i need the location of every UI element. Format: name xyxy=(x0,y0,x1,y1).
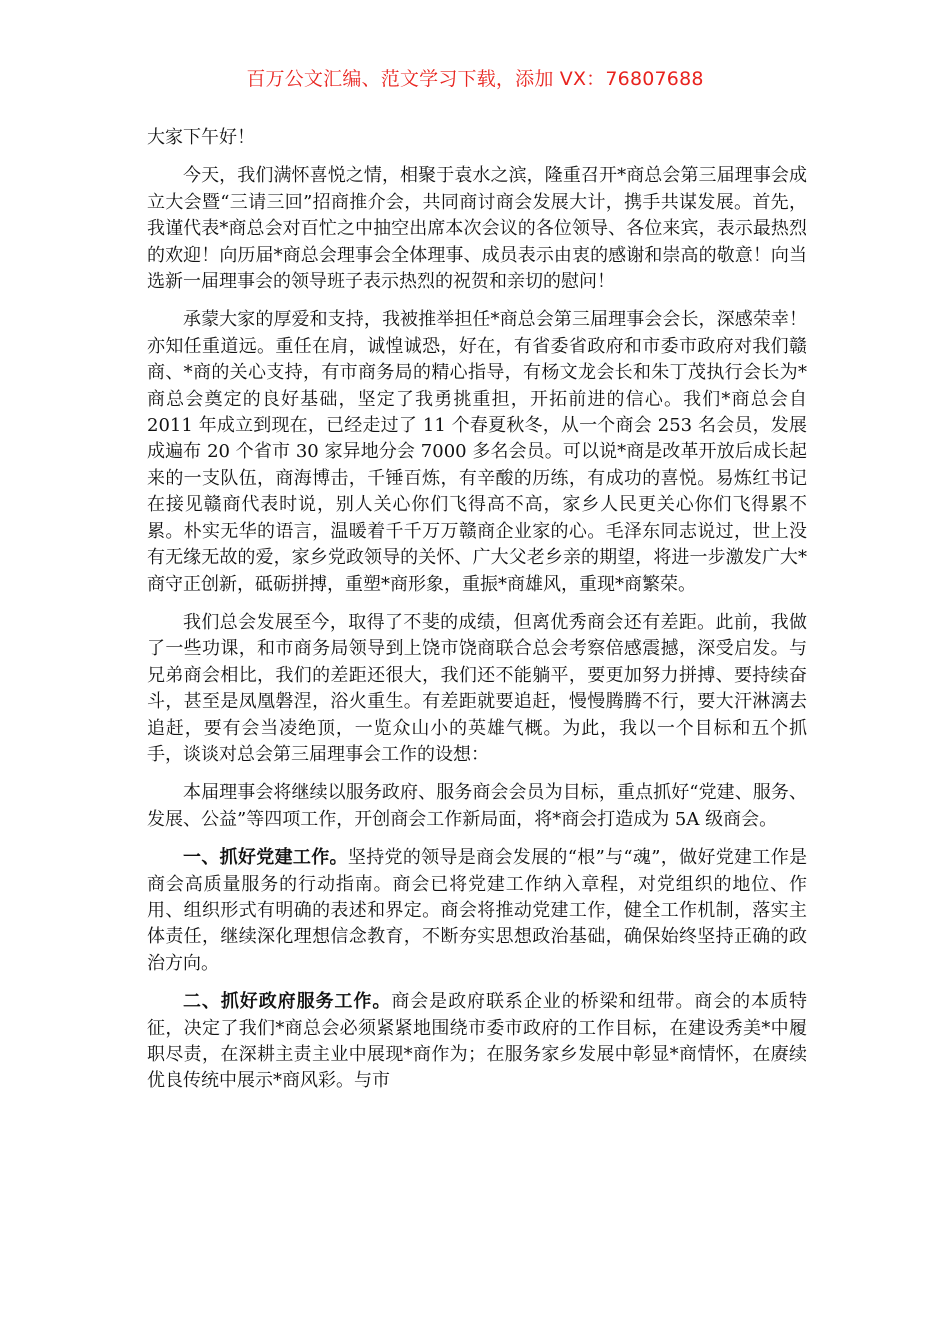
paragraph-text: 承蒙大家的厚爱和支持，我被推举担任*商总会第三届理事会会长，深感荣幸！亦知任重道远。重任在肩，诚惶诚恐，好在，有省委省政府和市委市政府对我们赣商、*商的关心支持，有市商务局的精心指导，有杨文龙会长和朱丁茂执行会长为*商总会奠定的良好基础，坚定了我勇挑重担，开拓前进的信心。我们*商总会自 2011 年成立到现在，已经走过了 11 个春夏秋冬，从一个商会 253 名会员，发展成遍布 20 个省市 30 家异地分会 7000 多名会员。可以说*商是改革开放后成长起来的一支队伍，商海博击，千锤百炼，有辛酸的历练，有成功的喜悦。易炼红书记在接见赣商代表时说，别人关心你们飞得高不高，家乡人民更关心你们飞得累不累。朴实无华的语言，温暖着千千万万赣商企业家的心。毛泽东同志说过，世上没有无缘无故的爱，家乡党政领导的关怀、广大父老乡亲的期望，将进一步激发广大*商守正创新，砥砺拼搏，重塑*商形象，重振*商雄风，重现*商繁荣。 xyxy=(147,309,807,595)
paragraph-gap-analysis xyxy=(147,610,807,768)
paragraph-government-service xyxy=(147,989,807,1095)
paragraph-appointment xyxy=(147,307,807,597)
speech-body xyxy=(147,125,807,1107)
paragraph-opening xyxy=(147,163,807,295)
download-banner: 百万公文汇编、范文学习下载，添加 VX：76807688 xyxy=(246,68,704,90)
paragraph-text: 坚持党的领导是商会发展的“根”与“魂”，做好党建工作是商会高质量服务的行动指南。商会已将党建工作纳入章程，对党组织的地位、作用、组织形式有明确的表述和界定。商会将推动党建工作，健全工作机制，落实主体责任，继续深化理想信念教育，不断夯实思想政治基础，确保始终坚持正确的政治方向。 xyxy=(147,847,808,974)
paragraph-text: 我们总会发展至今，取得了不斐的成绩，但离优秀商会还有差距。此前，我做了一些功课，和市商务局领导到上饶市饶商联合总会考察倍感震撼，深受启发。与兄弟商会相比，我们的差距还很大，我们还不能躺平，要更加努力拼搏、要持续奋斗，甚至是凤凰磐涅，浴火重生。有差距就要追赶，慢慢腾腾不行，要大汗淋漓去追赶，要有会当凌绝顶，一览众山小的英雄气概。为此，我以一个目标和五个抓手，谈谈对总会第三届理事会工作的设想： xyxy=(147,611,807,765)
paragraph-text: 商会是政府联系企业的桥梁和纽带。商会的本质特征，决定了我们*商总会必须紧紧地围绕市委市政府的工作目标，在建设秀美*中履职尽责，在深耕主责主业中展现*商作为；在服务家乡发展中彰显*商情怀，在赓续优良传统中展示*商风彩。与市 xyxy=(147,991,807,1092)
paragraph-text: 本届理事会将继续以服务政府、服务商会会员为目标，重点抓好“党建、服务、发展、公益”等四项工作，开创商会工作新局面，将*商会打造成为 5A 级商会。 xyxy=(147,782,807,830)
paragraph-goal xyxy=(147,780,807,833)
greeting: 大家下午好！ xyxy=(147,127,255,148)
paragraph-party-building xyxy=(147,845,807,977)
section-heading: 二、抓好政府服务工作。 xyxy=(183,991,392,1013)
section-heading: 一、抓好党建工作。 xyxy=(183,847,348,869)
paragraph-text: 今天，我们满怀喜悦之情，相聚于袁水之滨，隆重召开*商总会第三届理事会成立大会暨“三请三回”招商推介会，共同商讨商会发展大计，携手共谋发展。首先，我谨代表*商总会对百忙之中抽空出席本次会议的各位领导、各位来宾，表示最热烈的欢迎！向历届*商总会理事会全体理事、成员表示由衷的感谢和崇高的敬意！向当选新一届理事会的领导班子表示热烈的祝贺和亲切的慰问！ xyxy=(147,165,807,293)
